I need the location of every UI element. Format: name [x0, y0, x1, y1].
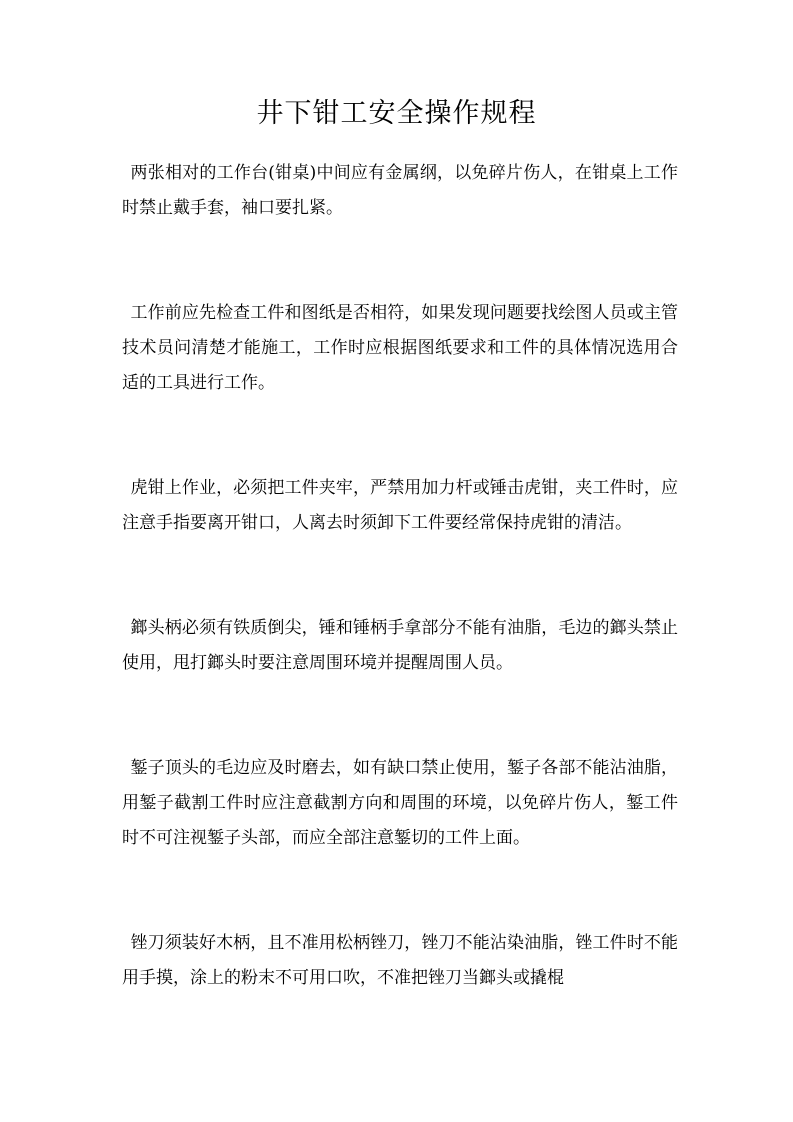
page-title: 井下钳工安全操作规程: [256, 98, 537, 129]
paragraph-spacer: [122, 541, 678, 611]
paragraph-1: 两张相对的工作台(钳桌)中间应有金属纲，以免碎片伤人，在钳桌上工作时禁止戴手套，袖口要扎紧。: [122, 163, 678, 218]
paragraph-spacer: [122, 401, 678, 471]
document-body: [122, 156, 678, 996]
paragraph-spacer: [122, 856, 678, 926]
paragraph-spacer: [122, 226, 678, 296]
paragraph-2: 工作前应先检查工件和图纸是否相符，如果发现问题要找绘图人员或主管技术员问清楚才能施工，工作时应根据图纸要求和工件的具体情况选用合适的工具进行工作。: [122, 303, 678, 393]
paragraph-6: 锉刀须装好木柄，且不准用松柄锉刀，锉刀不能沾染油脂，锉工件时不能用手摸，涂上的粉末不可用口吹，不准把锉刀当鎯头或撬棍: [122, 933, 678, 988]
paragraph-3: 虎钳上作业，必须把工件夹牢，严禁用加力杆或锤击虎钳，夹工件时，应注意手指要离开钳口，人离去时须卸下工件要经常保持虎钳的清洁。: [122, 478, 678, 533]
paragraph-4: 鎯头柄必须有铁质倒尖，锤和锤柄手拿部分不能有油脂，毛边的鎯头禁止使用，甩打鎯头时要注意周围环境并提醒周围人员。: [122, 618, 678, 673]
paragraph-spacer: [122, 681, 678, 751]
paragraph-5: 錾子顶头的毛边应及时磨去，如有缺口禁止使用，錾子各部不能沾油脂，用錾子截割工件时应注意截割方向和周围的环境，以免碎片伤人，錾工件时不可注视錾子头部，而应全部注意錾切的工件上面。: [122, 758, 678, 848]
